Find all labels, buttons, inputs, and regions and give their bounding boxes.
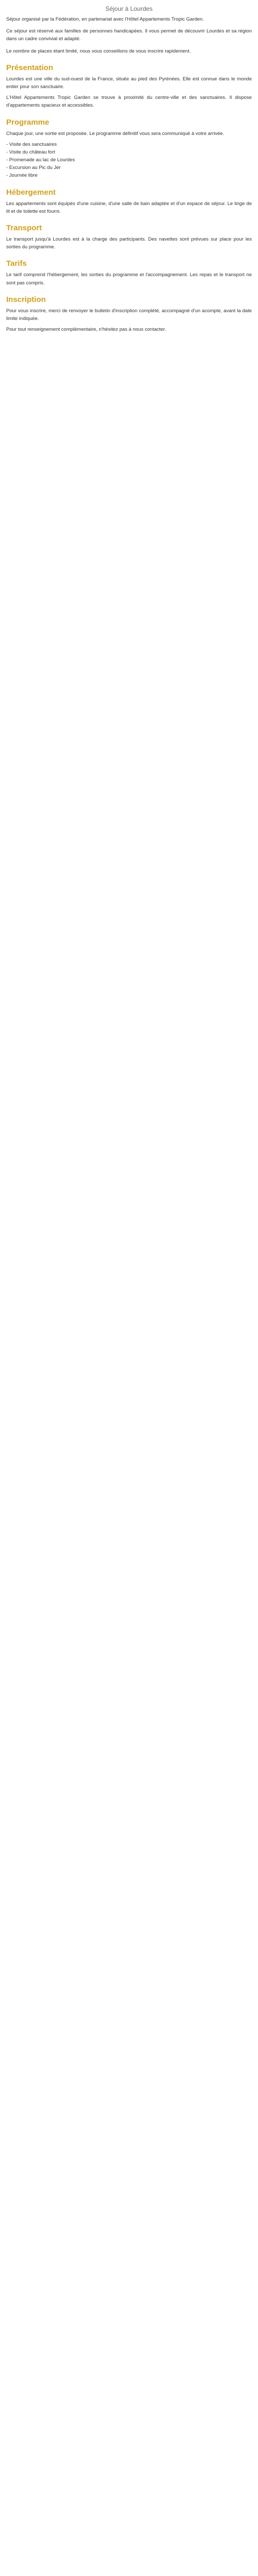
section-title-tarifs: Tarifs bbox=[6, 259, 27, 268]
intro-paragraph: Séjour organisé par la Fédération, en partenariat avec l'Hôtel Appartements Tropic Garden. bbox=[6, 16, 204, 22]
list-item: - Visite du château fort bbox=[6, 149, 55, 155]
section-list bbox=[6, 141, 252, 180]
list-item: - Excursion au Pic du Jer bbox=[6, 165, 61, 171]
page-subtitle: Séjour à Lourdes bbox=[105, 5, 153, 12]
intro-paragraph: Ce séjour est réservé aux familles de personnes handicapées. Il vous permet de découvrir Lourdes et sa région dans un cadre convivial et adapté. bbox=[6, 28, 252, 42]
section-paragraph: Chaque jour, une sortie est proposée. Le programme définitif vous sera communiqué à votre arrivée. bbox=[6, 130, 224, 137]
section-title-presentation: Présentation bbox=[6, 63, 53, 72]
page bbox=[0, 0, 258, 352]
section-paragraph: Les appartements sont équipés d'une cuisine, d'une salle de bain adaptée et d'un espace de séjour. Le linge de lit et de toilette est fourni. bbox=[6, 200, 252, 214]
intro-paragraph: Le nombre de places étant limité, nous vous conseillons de vous inscrire rapidement. bbox=[6, 48, 191, 54]
section-title-programme: Programme bbox=[6, 117, 50, 127]
sections bbox=[6, 63, 252, 334]
section-paragraph: Pour vous inscrire, merci de renvoyer le bulletin d'inscription complété, accompagné d'un acompte, avant la date limite indiquée. bbox=[6, 308, 252, 321]
section-paragraph: Le transport jusqu'à Lourdes est à la charge des participants. Des navettes sont prévues sur place pour les sorties du programme. bbox=[6, 236, 252, 250]
section-title-hebergement: Hébergement bbox=[6, 188, 56, 197]
list-item: - Promenade au lac de Lourdes bbox=[6, 157, 75, 163]
intro bbox=[6, 15, 252, 55]
list-item: - Visite des sanctuaires bbox=[6, 141, 57, 147]
section-paragraph: Lourdes est une ville du sud-ouest de la France, située au pied des Pyrénées. Elle est connue dans le monde entier pour son sanctuaire. bbox=[6, 76, 252, 90]
section-paragraph: Pour tout renseignement complémentaire, n'hésitez pas à nous contacter. bbox=[6, 327, 166, 333]
list-item: - Journée libre bbox=[6, 173, 38, 179]
section-title-transport: Transport bbox=[6, 224, 42, 232]
section-title-inscription: Inscription bbox=[6, 295, 46, 304]
section-paragraph: Le tarif comprend l'hébergement, les sorties du programme et l'accompagnement. Les repas et le transport ne sont pas compris. bbox=[6, 272, 252, 286]
section-paragraph: L'Hôtel Appartements Tropic Garden se trouve à proximité du centre-ville et des sanctuaires. Il dispose d'appartements spacieux et accessibles. bbox=[6, 95, 252, 109]
